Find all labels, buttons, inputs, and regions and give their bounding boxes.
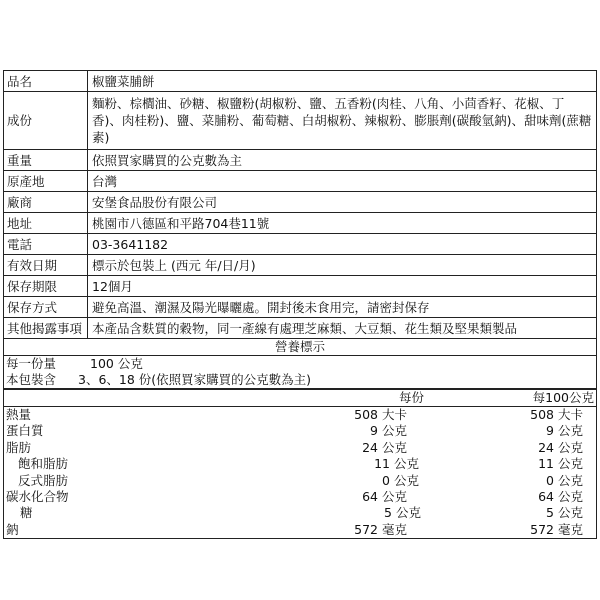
col-per-serving: 每份 (398, 390, 424, 405)
unit: 公克 (382, 439, 408, 455)
per-100g-value: 508 (530, 407, 554, 422)
unit: 大卡 (382, 407, 408, 422)
label-product-name: 品名 (4, 71, 88, 92)
row-origin (4, 171, 597, 192)
row-disclosure (4, 318, 597, 339)
per-serving-value: 572 (354, 521, 378, 537)
per-100g-value: 24 (538, 439, 554, 455)
unit: 公克 (558, 456, 584, 472)
per-serving-value: 5 (384, 505, 392, 521)
nutrient-row (4, 489, 596, 505)
label-ingredients: 成份 (4, 92, 88, 150)
product-info-table (3, 70, 597, 339)
servings-per-package-line (4, 372, 596, 388)
nutrient-name: 反式脂肪 (18, 472, 69, 488)
label-storage: 保存方式 (4, 297, 88, 318)
per-serving-value: 24 (362, 439, 378, 455)
per-100g-value: 572 (530, 521, 554, 537)
per-100g-value: 9 (546, 423, 554, 439)
value-address: 桃園市八德區和平路704巷11號 (88, 213, 597, 234)
nutrient-name: 蛋白質 (6, 423, 44, 439)
per-100g-value: 0 (546, 472, 554, 488)
value-expiry-date: 標示於包裝上 (西元 年/日/月) (88, 255, 597, 276)
value-shelf-life: 12個月 (88, 276, 597, 297)
per-100g-value: 64 (538, 489, 554, 505)
nutrient-row (4, 505, 596, 521)
row-product-name (4, 71, 597, 92)
unit: 公克 (558, 505, 584, 521)
servings-per-package-label: 本包裝含 (6, 372, 57, 387)
nutrient-row (4, 406, 596, 423)
per-100g-value: 11 (538, 456, 554, 472)
nutrient-name: 鈉 (6, 521, 19, 537)
unit: 公克 (558, 439, 584, 455)
nutrient-name: 飽和脂肪 (18, 456, 69, 472)
nutrient-name: 糖 (20, 505, 33, 521)
value-origin: 台灣 (88, 171, 597, 192)
per-serving-value: 11 (374, 456, 390, 472)
row-address (4, 213, 597, 234)
row-phone (4, 234, 597, 255)
row-expiry-date (4, 255, 597, 276)
unit: 公克 (394, 472, 420, 488)
row-storage (4, 297, 597, 318)
nutrient-row (4, 522, 596, 538)
nutrient-name: 熱量 (6, 407, 32, 422)
row-manufacturer (4, 192, 597, 213)
unit: 公克 (558, 472, 584, 488)
label-manufacturer: 廠商 (4, 192, 88, 213)
nutrition-facts (3, 339, 597, 539)
per-serving-value: 64 (362, 489, 378, 505)
row-weight (4, 150, 597, 171)
value-phone: 03-3641182 (88, 234, 597, 255)
unit: 公克 (394, 456, 420, 472)
value-product-name: 椒鹽菜脯餅 (88, 71, 597, 92)
label-address: 地址 (4, 213, 88, 234)
per-serving-value: 508 (354, 407, 378, 422)
label-weight: 重量 (4, 150, 88, 171)
row-shelf-life (4, 276, 597, 297)
label-disclosure: 其他揭露事項 (4, 318, 88, 339)
serving-size-label: 每一份量 (6, 356, 57, 371)
food-label (3, 70, 597, 539)
value-ingredients: 麵粉、棕櫚油、砂糖、椒鹽粉(胡椒粉、鹽、五香粉(肉桂、八角、小茴香籽、花椒、丁香)、肉桂粉)、鹽、菜脯粉、葡萄糖、白胡椒粉、辣椒粉、膨脹劑(碳酸氫鈉)、甜味劑(蔗糖素) (88, 92, 597, 150)
label-phone: 電話 (4, 234, 88, 255)
label-expiry-date: 有效日期 (4, 255, 88, 276)
per-serving-value: 0 (382, 472, 390, 488)
nutrient-row (4, 423, 596, 439)
nutrient-row (4, 473, 596, 489)
serving-size-value: 100 公克 (90, 356, 143, 371)
unit: 毫克 (558, 521, 584, 537)
unit: 公克 (558, 423, 584, 439)
label-origin: 原產地 (4, 171, 88, 192)
servings-per-package-value: 3、6、18 份(依照買家購買的公克數為主) (78, 372, 312, 387)
per-100g-value: 5 (546, 505, 554, 521)
value-weight: 依照買家購買的公克數為主 (88, 150, 597, 171)
nutrition-title: 營養標示 (4, 339, 596, 356)
value-manufacturer: 安堡食品股份有限公司 (88, 192, 597, 213)
nutrient-name: 脂肪 (6, 439, 32, 455)
unit: 公克 (382, 489, 408, 505)
unit: 大卡 (558, 407, 584, 422)
value-disclosure: 本產品含麩質的穀物，同一產線有處理芝麻類、大豆類、花生類及堅果類製品 (88, 318, 597, 339)
value-storage: 避免高溫、潮濕及陽光曝曬處。開封後未食用完，請密封保存 (88, 297, 597, 318)
unit: 公克 (382, 423, 408, 439)
nutrient-name: 碳水化合物 (6, 489, 69, 505)
unit: 公克 (558, 489, 584, 505)
nutrient-row (4, 456, 596, 472)
label-shelf-life: 保存期限 (4, 276, 88, 297)
unit: 公克 (396, 505, 422, 521)
nutrition-column-headers (4, 390, 596, 406)
row-ingredients (4, 92, 597, 150)
serving-size-line (4, 356, 596, 372)
col-per-100g: 每100公克 (532, 390, 594, 405)
nutrient-row (4, 440, 596, 456)
unit: 毫克 (382, 521, 408, 537)
per-serving-value: 9 (370, 423, 378, 439)
